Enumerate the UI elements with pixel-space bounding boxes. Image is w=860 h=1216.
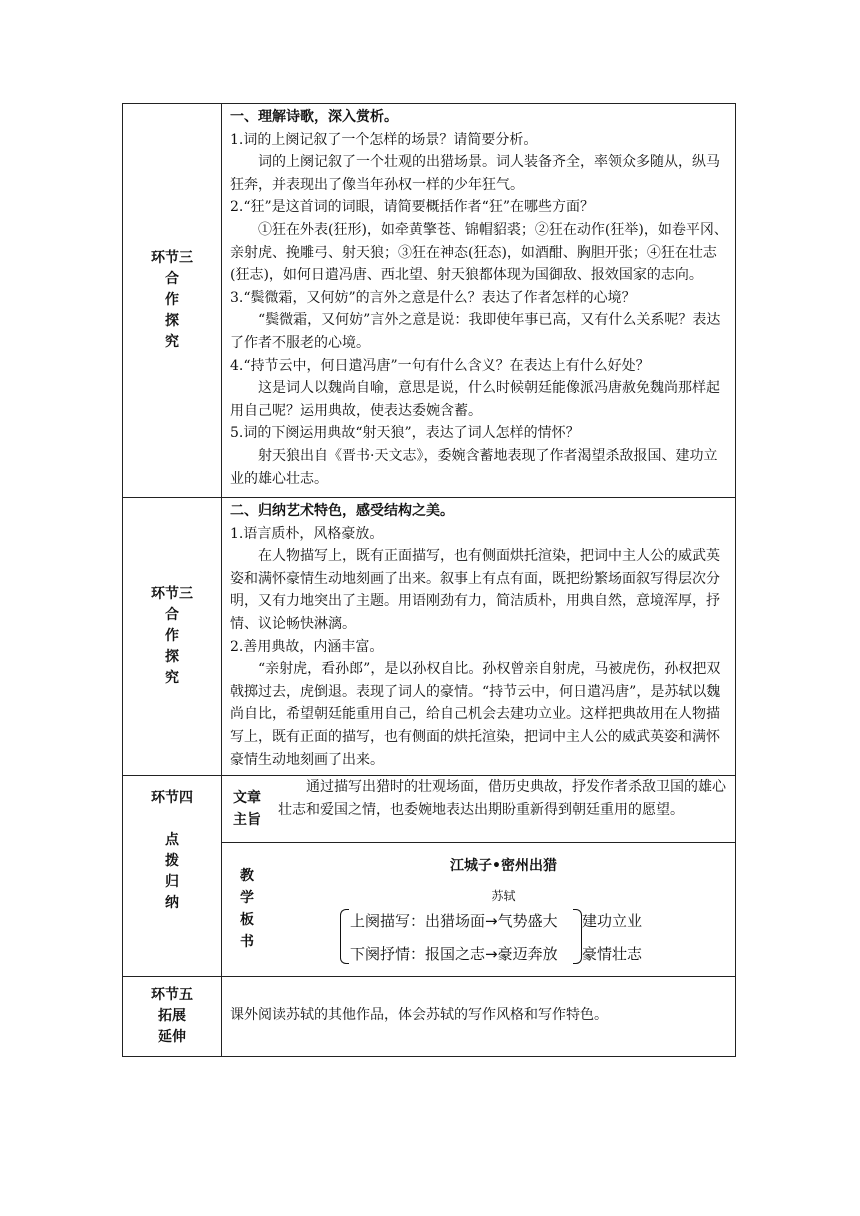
stage-cell (123, 776, 222, 977)
answer: “鬓微霜，又何妨”言外之意是说：我即使年事已高，又有什么关系呢？表达了作者不服老的心境。 (230, 312, 721, 351)
stage-char: 作 (165, 292, 179, 308)
left-brace (340, 909, 349, 964)
poem-title: 江城子•密州出猎 (450, 857, 557, 874)
summary-subtable (222, 776, 735, 976)
theme-text: 通过描写出猎时的壮观场面，借历史典故，抒发作者杀敌卫国的雄心壮志和爱国之情，也委婉地表达出期盼重新得到朝廷重用的愿望。 (278, 779, 726, 818)
board-right-1: 建功立业 (582, 911, 643, 930)
theme-label (222, 776, 272, 842)
stage-char: 点 (165, 832, 179, 849)
content-cell (222, 104, 736, 498)
stage-char (123, 809, 221, 830)
label-line: 书 (240, 934, 254, 951)
stage-cell (123, 104, 222, 498)
answer: 射天狼出自《晋书·天文志》，委婉含蓄地表现了作者渴望杀敌报国、建功立业的雄心壮志。 (230, 447, 718, 487)
stage-char: 探 (165, 649, 179, 666)
answer: 在人物描写上，既有正面描写，也有侧面烘托渲染，把词中主人公的威武英姿和满怀豪情生动地刻画了出来。叙事上有点有面，既把纷繁场面叙写得层次分明，又有力地突出了主题。用语刚劲有力，简洁质朴，用典自然，意境浑厚，抒情、议论畅快淋漓。 (230, 548, 720, 632)
question: 2.“狂”是这首词的词眼，请简要概括作者“狂”在哪些方面？ (230, 199, 594, 216)
stage-char: 作 (165, 628, 179, 645)
question: 2.善用典故，内涵丰富。 (230, 638, 384, 655)
poem-author: 苏轼 (491, 888, 516, 903)
stage-title: 环节三 (151, 250, 193, 266)
board-line-2: 下阕抒情：报国之志→豪迈奔放 (350, 944, 558, 963)
stage-char: 延伸 (158, 1029, 186, 1046)
section-row-4 (123, 776, 736, 977)
stage-title: 环节四 (151, 790, 193, 807)
summary-cell (222, 776, 736, 977)
question: 5.词的下阕运用典故“射天狼”，表达了词人怎样的情怀？ (230, 425, 580, 442)
label-line: 板 (240, 912, 254, 929)
content-cell (222, 977, 736, 1057)
question: 4.“持节云中，何日遣冯唐”一句有什么含义？在表达上有什么好处？ (230, 357, 650, 374)
label-line: 文章 (233, 789, 261, 806)
stage-char: 归 (165, 874, 179, 891)
answer: ①狂在外表(狂形)，如牵黄擎苍、锦帽貂裘；②狂在动作(狂举)，如卷平冈、亲射虎、挽雕弓、射天狼；③狂在神态(狂态)，如酒酣、胸胆开张；④狂在壮志(狂志)，如何日遣冯唐、西北望、射天狼都体现为国御敌、报效国家的志向。 (230, 221, 728, 284)
stage-char: 拨 (165, 853, 179, 870)
label-line: 主旨 (233, 811, 261, 828)
stage-title: 环节三 (151, 586, 193, 603)
lesson-plan-table (122, 103, 736, 1057)
stage-cell (123, 498, 222, 776)
stage-char: 拓展 (158, 1008, 186, 1025)
board-label (222, 842, 272, 976)
section-heading: 二、归纳艺术特色，感受结构之美。 (230, 503, 454, 519)
stage-char: 探 (165, 313, 179, 329)
section-row-2 (123, 498, 736, 776)
stage-title: 环节五 (151, 987, 193, 1004)
stage-cell (123, 977, 222, 1057)
label-line: 学 (240, 890, 254, 907)
extension-text: 课外阅读苏轼的其他作品，体会苏轼的写作风格和写作特色。 (230, 1007, 608, 1024)
stage-char: 究 (165, 334, 179, 350)
board-line-1: 上阕描写：出猎场面→气势盛大 (350, 911, 558, 930)
question: 3.“鬓微霜，又何妨”的言外之意是什么？表达了作者怎样的心境？ (230, 289, 636, 306)
answer: “亲射虎，看孙郎”，是以孙权自比。孙权曾亲自射虎，马被虎伤，孙权把双戟掷过去，虎倒退。表现了词人的豪情。“持节云中，何日遣冯唐”，是苏轼以魏尚自比，希望朝廷能重用自己，给自己机会去建功立业。这样把典故用在人物描写上，既有正面的描写，也有侧面的烘托渲染，把词中主人公的威武英姿和满怀豪情生动地刻画了出来。 (230, 661, 721, 768)
label-line: 教 (240, 868, 254, 885)
section-row-5 (123, 977, 736, 1057)
answer: 这是词人以魏尚自喻，意思是说，什么时候朝廷能像派冯唐赦免魏尚那样起用自己呢？运用典故，使表达委婉含蓄。 (230, 380, 720, 419)
stage-char: 纳 (165, 895, 179, 912)
stage-char: 合 (165, 607, 179, 624)
section-heading: 一、理解诗歌，深入赏析。 (230, 109, 398, 125)
board-right-2: 豪情壮志 (582, 944, 643, 963)
stage-char: 合 (165, 271, 179, 287)
theme-text-cell (272, 776, 735, 842)
board-cell (272, 842, 735, 976)
content-cell (222, 498, 736, 776)
stage-char: 究 (165, 670, 179, 687)
answer: 词的上阕记叙了一个壮观的出猎场景。词人装备齐全，率领众多随从，纵马狂奔，并表现出了像当年孙权一样的少年狂气。 (230, 154, 720, 193)
blackboard-outline (272, 843, 735, 971)
question: 1.语言质朴，风格豪放。 (230, 525, 384, 542)
right-brace (573, 909, 582, 964)
section-row-1 (123, 104, 736, 498)
question: 1.词的上阕记叙了一个怎样的场景？请简要分析。 (230, 131, 538, 148)
